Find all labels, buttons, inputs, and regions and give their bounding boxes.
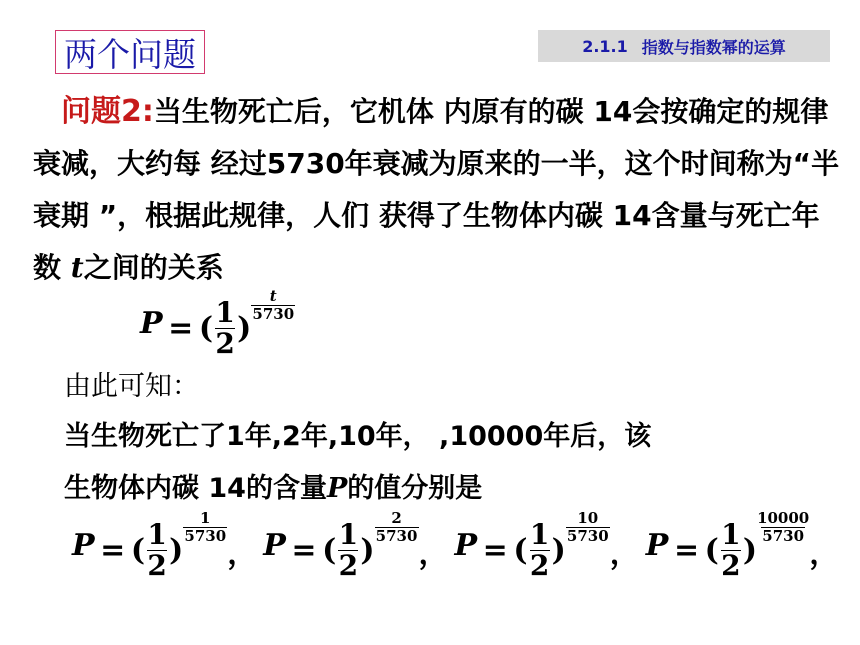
conclusion-line-1: 当生物死亡了1年,2年,10年， ,10000年后，该 (64, 421, 652, 452)
conclusion-intro: 由此可知： (64, 371, 199, 402)
problem-text-1: 当生物死亡后，它机体 内原有的碳 14会按确定的规律衰减，大约每 经过5730年衰减为原来的一半，这个时间称为“半衰期 ”，根据此规律，人们 获得了生物体内碳 14含量与死亡年数 (33, 95, 840, 284)
section-number: 2.1.1 (582, 36, 628, 56)
slide-title: 两个问题 (55, 30, 205, 74)
conclusion-line-2: 生物体内碳 14的含量P的值分别是 (64, 473, 483, 504)
exponent-fraction: $\frac{t}{5730}$ (252, 287, 295, 323)
section-title: 指数与指数幂的运算 (641, 37, 786, 57)
main-formula: P = ( $\frac{1}{2}$ ) $\frac{t}{5730}$ (140, 287, 295, 360)
problem-label: 问题2: (61, 94, 154, 129)
result-formula-4: P = ( $\frac{1}{2}$ ) $\frac{10000}{5730}$ ， (645, 509, 840, 582)
result-formula-1: P = ( $\frac{1}{2}$ ) $\frac{1}{5730}$ ， (72, 509, 258, 582)
problem-text-2: 之间的关系 (83, 251, 224, 284)
result-formula-3: P = ( $\frac{1}{2}$ ) $\frac{10}{5730}$ ， (454, 509, 640, 582)
formula-eq: = (168, 311, 194, 346)
problem-paragraph (33, 86, 843, 294)
formula-lhs: P (140, 306, 163, 341)
base-fraction: $\frac{1}{2}$ (215, 296, 235, 360)
var-t: t (70, 251, 84, 284)
result-formula-2: P = ( $\frac{1}{2}$ ) $\frac{2}{5730}$ ， (263, 509, 449, 582)
results-row (72, 509, 840, 582)
section-tag (538, 30, 830, 62)
